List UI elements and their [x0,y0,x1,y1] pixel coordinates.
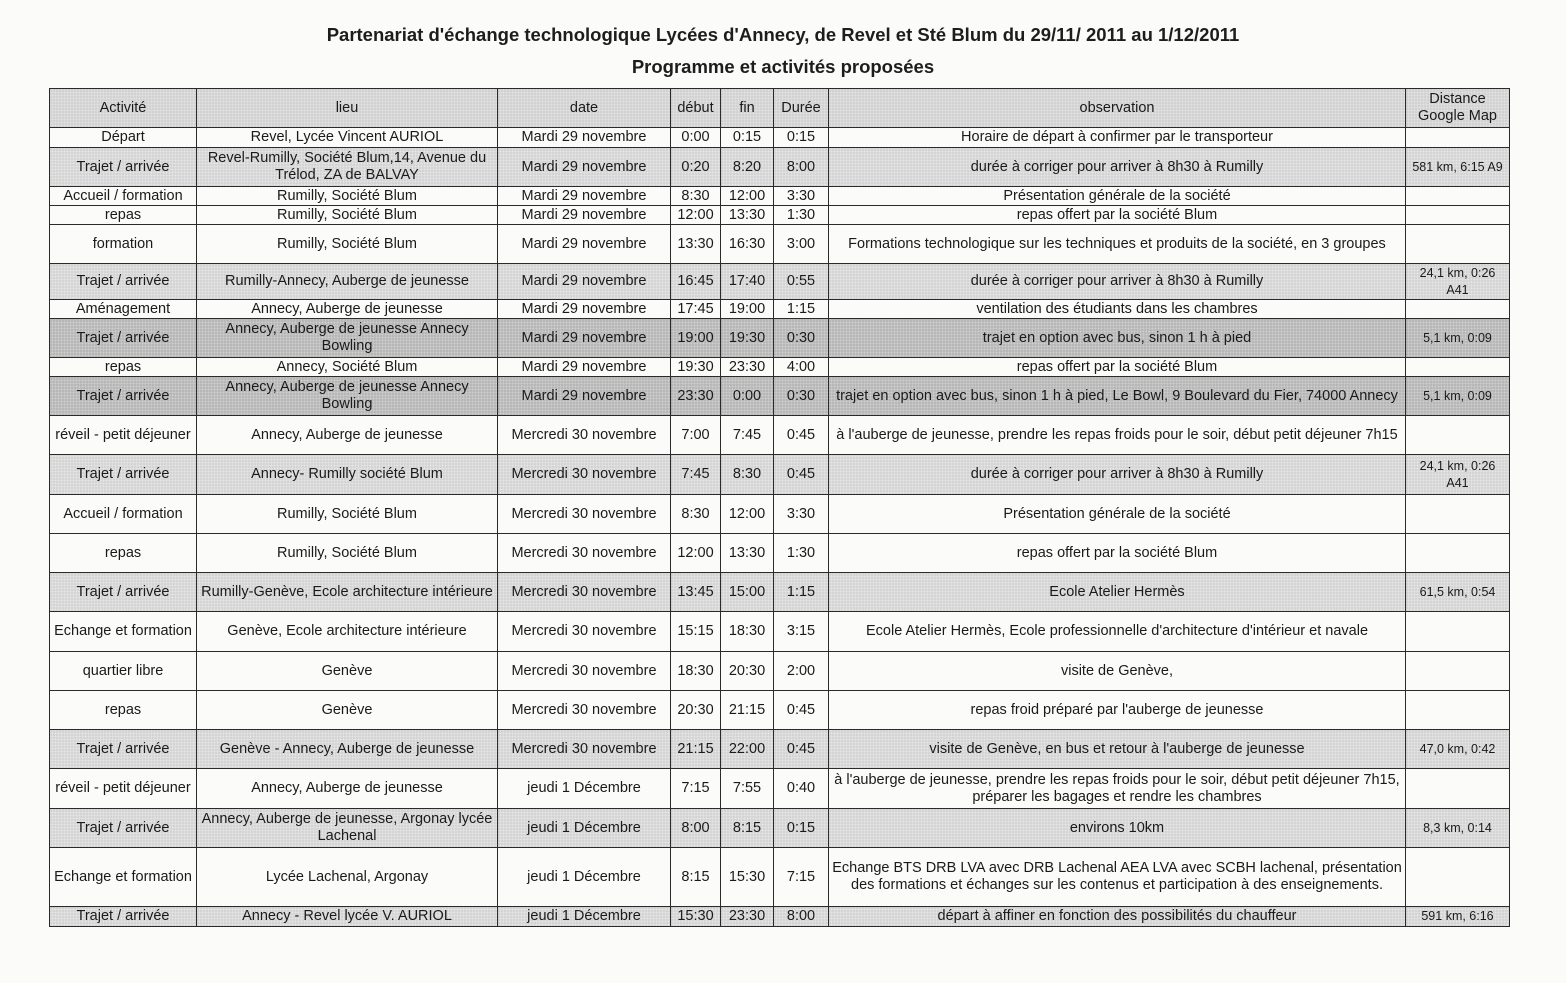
cell-distance [1406,769,1510,809]
cell-activite: Trajet / arrivée [50,377,197,416]
cell-lieu: Rumilly-Annecy, Auberge de jeunesse [197,264,498,300]
cell-duree: 0:45 [774,691,829,730]
cell-fin: 12:00 [721,495,774,534]
cell-observation: repas offert par la société Blum [829,206,1406,225]
cell-debut: 8:30 [671,495,721,534]
cell-distance: 8,3 km, 0:14 [1406,809,1510,848]
cell-debut: 13:30 [671,225,721,264]
cell-distance [1406,300,1510,319]
cell-duree: 0:30 [774,319,829,358]
cell-fin: 15:30 [721,848,774,907]
cell-debut: 0:00 [671,128,721,148]
cell-activite: Aménagement [50,300,197,319]
cell-debut: 18:30 [671,652,721,691]
header-row [50,89,1510,128]
cell-lieu: Genève [197,652,498,691]
cell-activite: Accueil / formation [50,495,197,534]
cell-distance [1406,225,1510,264]
cell-debut: 0:20 [671,148,721,187]
table-row [50,691,1510,730]
cell-date: Mardi 29 novembre [498,206,671,225]
cell-observation: Horaire de départ à confirmer par le transporteur [829,128,1406,148]
cell-activite: Echange et formation [50,612,197,652]
cell-fin: 13:30 [721,534,774,573]
cell-debut: 16:45 [671,264,721,300]
cell-duree: 7:15 [774,848,829,907]
cell-date: jeudi 1 Décembre [498,848,671,907]
cell-activite: Trajet / arrivée [50,809,197,848]
cell-observation: visite de Genève, [829,652,1406,691]
cell-debut: 21:15 [671,730,721,769]
cell-distance [1406,691,1510,730]
cell-fin: 23:30 [721,907,774,927]
table-row [50,612,1510,652]
cell-date: Mercredi 30 novembre [498,652,671,691]
cell-activite: Trajet / arrivée [50,907,197,927]
cell-lieu: Revel-Rumilly, Société Blum,14, Avenue du Trélod, ZA de BALVAY [197,148,498,187]
cell-lieu: Revel, Lycée Vincent AURIOL [197,128,498,148]
cell-distance: 591 km, 6:16 [1406,907,1510,927]
cell-debut: 13:45 [671,573,721,612]
cell-observation: trajet en option avec bus, sinon 1 h à pied [829,319,1406,358]
cell-activite: Trajet / arrivée [50,148,197,187]
cell-observation: visite de Genève, en bus et retour à l'auberge de jeunesse [829,730,1406,769]
cell-observation: Echange BTS DRB LVA avec DRB Lachenal AEA LVA avec SCBH lachenal, présentation des formations et échanges sur les contenus et participation à des enseignements. [829,848,1406,907]
cell-activite: Trajet / arrivée [50,319,197,358]
cell-date: Mardi 29 novembre [498,187,671,206]
cell-debut: 17:45 [671,300,721,319]
cell-observation: Ecole Atelier Hermès [829,573,1406,612]
cell-duree: 0:45 [774,455,829,495]
table-row [50,769,1510,809]
cell-debut: 19:00 [671,319,721,358]
cell-lieu: Annecy, Auberge de jeunesse [197,416,498,455]
cell-duree: 0:40 [774,769,829,809]
cell-lieu: Annecy, Auberge de jeunesse [197,300,498,319]
header-fin: fin [721,89,774,128]
cell-duree: 0:45 [774,416,829,455]
cell-distance: 5,1 km, 0:09 [1406,377,1510,416]
cell-lieu: Annecy, Auberge de jeunesse Annecy Bowling [197,319,498,358]
cell-date: Mercredi 30 novembre [498,691,671,730]
cell-observation: durée à corriger pour arriver à 8h30 à Rumilly [829,455,1406,495]
cell-activite: Echange et formation [50,848,197,907]
cell-debut: 7:45 [671,455,721,495]
cell-lieu: Rumilly, Société Blum [197,206,498,225]
cell-fin: 22:00 [721,730,774,769]
cell-observation: départ à affiner en fonction des possibilités du chauffeur [829,907,1406,927]
cell-observation: repas offert par la société Blum [829,358,1406,377]
cell-debut: 19:30 [671,358,721,377]
table-row [50,534,1510,573]
header-lieu: lieu [197,89,498,128]
cell-duree: 3:00 [774,225,829,264]
header-duree: Durée [774,89,829,128]
cell-date: Mardi 29 novembre [498,148,671,187]
cell-duree: 1:15 [774,300,829,319]
document-title: Partenariat d'échange technologique Lycées d'Annecy, de Revel et Sté Blum du 29/11/ 2011 au 1/12/2011 [326,24,1240,45]
cell-lieu: Rumilly, Société Blum [197,187,498,206]
cell-duree: 0:45 [774,730,829,769]
cell-duree: 3:30 [774,495,829,534]
cell-lieu: Annecy, Auberge de jeunesse Annecy Bowling [197,377,498,416]
table-row [50,377,1510,416]
table-row [50,416,1510,455]
table-row [50,128,1510,148]
cell-activite: Trajet / arrivée [50,730,197,769]
cell-date: Mercredi 30 novembre [498,455,671,495]
cell-distance [1406,358,1510,377]
cell-debut: 8:00 [671,809,721,848]
cell-duree: 1:30 [774,534,829,573]
cell-fin: 21:15 [721,691,774,730]
cell-date: Mercredi 30 novembre [498,416,671,455]
cell-distance [1406,187,1510,206]
cell-date: Mercredi 30 novembre [498,612,671,652]
cell-activite: Accueil / formation [50,187,197,206]
cell-lieu: Genève - Annecy, Auberge de jeunesse [197,730,498,769]
cell-fin: 18:30 [721,612,774,652]
cell-observation: ventilation des étudiants dans les chambres [829,300,1406,319]
cell-distance: 61,5 km, 0:54 [1406,573,1510,612]
cell-duree: 8:00 [774,907,829,927]
cell-debut: 12:00 [671,206,721,225]
table-row [50,495,1510,534]
cell-observation: repas offert par la société Blum [829,534,1406,573]
table-row [50,225,1510,264]
cell-duree: 0:55 [774,264,829,300]
cell-duree: 2:00 [774,652,829,691]
cell-fin: 8:30 [721,455,774,495]
cell-observation: repas froid préparé par l'auberge de jeunesse [829,691,1406,730]
cell-distance [1406,206,1510,225]
cell-activite: repas [50,534,197,573]
cell-duree: 3:30 [774,187,829,206]
cell-observation: durée à corriger pour arriver à 8h30 à Rumilly [829,148,1406,187]
cell-date: Mercredi 30 novembre [498,573,671,612]
cell-date: Mardi 29 novembre [498,300,671,319]
table-row [50,730,1510,769]
cell-date: Mardi 29 novembre [498,377,671,416]
cell-lieu: Annecy, Auberge de jeunesse, Argonay lycée Lachenal [197,809,498,848]
cell-date: Mercredi 30 novembre [498,534,671,573]
table-row [50,319,1510,358]
cell-fin: 19:00 [721,300,774,319]
header-debut: début [671,89,721,128]
cell-distance [1406,416,1510,455]
cell-fin: 16:30 [721,225,774,264]
cell-duree: 3:15 [774,612,829,652]
cell-debut: 15:15 [671,612,721,652]
cell-lieu: Lycée Lachenal, Argonay [197,848,498,907]
cell-activite: Trajet / arrivée [50,455,197,495]
cell-observation: trajet en option avec bus, sinon 1 h à pied, Le Bowl, 9 Boulevard du Fier, 74000 Annecy [829,377,1406,416]
table-row [50,148,1510,187]
cell-activite: repas [50,691,197,730]
cell-fin: 15:00 [721,573,774,612]
cell-fin: 8:20 [721,148,774,187]
cell-fin: 7:55 [721,769,774,809]
cell-date: Mercredi 30 novembre [498,495,671,534]
cell-distance: 24,1 km, 0:26 A41 [1406,264,1510,300]
cell-fin: 12:00 [721,187,774,206]
cell-date: Mercredi 30 novembre [498,730,671,769]
header-activite: Activité [50,89,197,128]
table-row [50,300,1510,319]
cell-distance: 581 km, 6:15 A9 [1406,148,1510,187]
cell-distance [1406,848,1510,907]
cell-activite: Départ [50,128,197,148]
cell-lieu: Genève, Ecole architecture intérieure [197,612,498,652]
cell-duree: 0:15 [774,809,829,848]
cell-activite: quartier libre [50,652,197,691]
cell-lieu: Annecy- Rumilly société Blum [197,455,498,495]
cell-distance [1406,495,1510,534]
cell-lieu: Rumilly, Société Blum [197,225,498,264]
cell-distance [1406,652,1510,691]
cell-debut: 12:00 [671,534,721,573]
cell-activite: repas [50,206,197,225]
cell-date: jeudi 1 Décembre [498,809,671,848]
table-row [50,206,1510,225]
cell-distance [1406,612,1510,652]
cell-debut: 20:30 [671,691,721,730]
cell-fin: 23:30 [721,358,774,377]
program-table [49,88,1510,927]
cell-fin: 13:30 [721,206,774,225]
cell-duree: 4:00 [774,358,829,377]
cell-debut: 15:30 [671,907,721,927]
cell-distance: 24,1 km, 0:26 A41 [1406,455,1510,495]
cell-debut: 8:15 [671,848,721,907]
cell-duree: 0:15 [774,128,829,148]
cell-debut: 23:30 [671,377,721,416]
cell-fin: 17:40 [721,264,774,300]
cell-date: Mardi 29 novembre [498,225,671,264]
cell-fin: 7:45 [721,416,774,455]
cell-observation: Formations technologique sur les techniques et produits de la société, en 3 groupes [829,225,1406,264]
cell-activite: Trajet / arrivée [50,264,197,300]
cell-lieu: Rumilly, Société Blum [197,534,498,573]
header-observation: observation [829,89,1406,128]
cell-activite: Trajet / arrivée [50,573,197,612]
table-row [50,652,1510,691]
cell-lieu: Annecy, Auberge de jeunesse [197,769,498,809]
cell-date: jeudi 1 Décembre [498,769,671,809]
cell-distance [1406,128,1510,148]
table-row [50,907,1510,927]
cell-observation: Ecole Atelier Hermès, Ecole professionnelle d'architecture d'intérieur et navale [829,612,1406,652]
cell-fin: 0:15 [721,128,774,148]
table-row [50,358,1510,377]
cell-distance: 5,1 km, 0:09 [1406,319,1510,358]
cell-date: Mardi 29 novembre [498,128,671,148]
cell-debut: 8:30 [671,187,721,206]
header-distance: Distance Google Map [1406,89,1510,128]
cell-debut: 7:00 [671,416,721,455]
cell-fin: 19:30 [721,319,774,358]
cell-observation: Présentation générale de la société [829,187,1406,206]
cell-observation: à l'auberge de jeunesse, prendre les repas froids pour le soir, début petit déjeuner 7h15, préparer les bagages et rendre les chambres [829,769,1406,809]
cell-activite: réveil - petit déjeuner [50,769,197,809]
table-row [50,264,1510,300]
cell-observation: durée à corriger pour arriver à 8h30 à Rumilly [829,264,1406,300]
cell-duree: 8:00 [774,148,829,187]
table-row [50,455,1510,495]
header-date: date [498,89,671,128]
cell-debut: 7:15 [671,769,721,809]
cell-activite: formation [50,225,197,264]
cell-lieu: Annecy, Société Blum [197,358,498,377]
cell-date: jeudi 1 Décembre [498,907,671,927]
cell-date: Mardi 29 novembre [498,319,671,358]
cell-observation: à l'auberge de jeunesse, prendre les repas froids pour le soir, début petit déjeuner 7h15 [829,416,1406,455]
table-row [50,809,1510,848]
cell-duree: 1:30 [774,206,829,225]
cell-distance: 47,0 km, 0:42 [1406,730,1510,769]
cell-fin: 0:00 [721,377,774,416]
cell-observation: environs 10km [829,809,1406,848]
cell-activite: réveil - petit déjeuner [50,416,197,455]
cell-lieu: Rumilly-Genève, Ecole architecture intérieure [197,573,498,612]
table-row [50,573,1510,612]
cell-lieu: Genève [197,691,498,730]
cell-fin: 20:30 [721,652,774,691]
cell-duree: 1:15 [774,573,829,612]
table-row [50,848,1510,907]
cell-date: Mardi 29 novembre [498,358,671,377]
cell-distance [1406,534,1510,573]
cell-activite: repas [50,358,197,377]
cell-observation: Présentation générale de la société [829,495,1406,534]
table-row [50,187,1510,206]
cell-lieu: Annecy - Revel lycée V. AURIOL [197,907,498,927]
cell-date: Mardi 29 novembre [498,264,671,300]
cell-lieu: Rumilly, Société Blum [197,495,498,534]
cell-duree: 0:30 [774,377,829,416]
cell-fin: 8:15 [721,809,774,848]
document-subtitle: Programme et activités proposées [631,56,935,77]
